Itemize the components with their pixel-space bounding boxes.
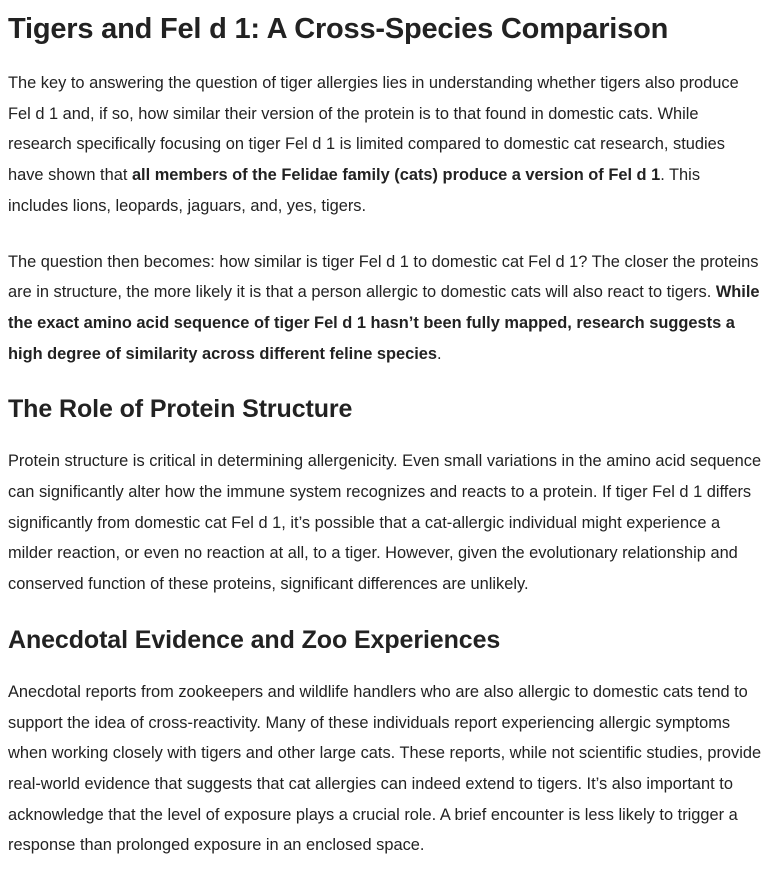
paragraph-text: . This includes lions, leopards, jaguars, and, yes, tigers. <box>8 166 701 215</box>
section-heading-protein-structure: The Role of Protein Structure <box>8 395 353 424</box>
section-heading-anecdotal-evidence: Anecdotal Evidence and Zoo Experiences <box>8 625 501 654</box>
paragraph-bold-text: all members of the Felidae family (cats) produce a version of Fel d 1 <box>131 166 661 185</box>
paragraph-anecdotal-evidence: Anecdotal reports from zookeepers and wildlife handlers who are also allergic to domestic cats tend to support the idea of cross-reactivity. Many of these individuals report experiencing allergic symptoms when working closely with tigers and other large cats. These reports, while not scientific studies, provide real-world evidence that suggests that cat allergies can indeed extend to tigers. It’s also important to acknowledge that the level of exposure plays a crucial role. A brief encounter is less likely to trigger a response than prolonged exposure in an enclosed space. <box>8 682 762 855</box>
paragraph-similarity <box>8 247 762 370</box>
paragraph-text: The question then becomes: how similar is tiger Fel d 1 to domestic cat Fel d 1? The closer the proteins are in structure, the more likely it is that a person allergic to domestic cats will also react to tigers. <box>8 252 759 302</box>
paragraph-fel-d1-intro <box>8 68 762 222</box>
article-title: Tigers and Fel d 1: A Cross-Species Comparison <box>8 13 669 45</box>
paragraph-protein-structure: Protein structure is critical in determining allergenicity. Even small variations in the amino acid sequence can significantly alter how the immune system recognizes and reacts to a protein. If tiger Fel d 1 differs significantly from domestic cat Fel d 1, it’s possible that a cat-allergic individual might experience a milder reaction, or even no reaction at all, to a tiger. However, given the evolutionary relationship and conserved function of these proteins, significant differences are unlikely. <box>8 452 762 594</box>
paragraph-bold-text: While the exact amino acid sequence of tiger Fel d 1 hasn’t been fully mapped, research suggests a high degree of similarity across different feline species <box>8 283 760 363</box>
paragraph-text: The key to answering the question of tiger allergies lies in understanding whether tigers also produce Fel d 1 and, if so, how similar their version of the protein is to that found in domestic cats. While research specifically focusing on tiger Fel d 1 is limited compared to domestic cat research, studies have shown that <box>8 74 739 185</box>
paragraph-text: . <box>437 344 442 363</box>
